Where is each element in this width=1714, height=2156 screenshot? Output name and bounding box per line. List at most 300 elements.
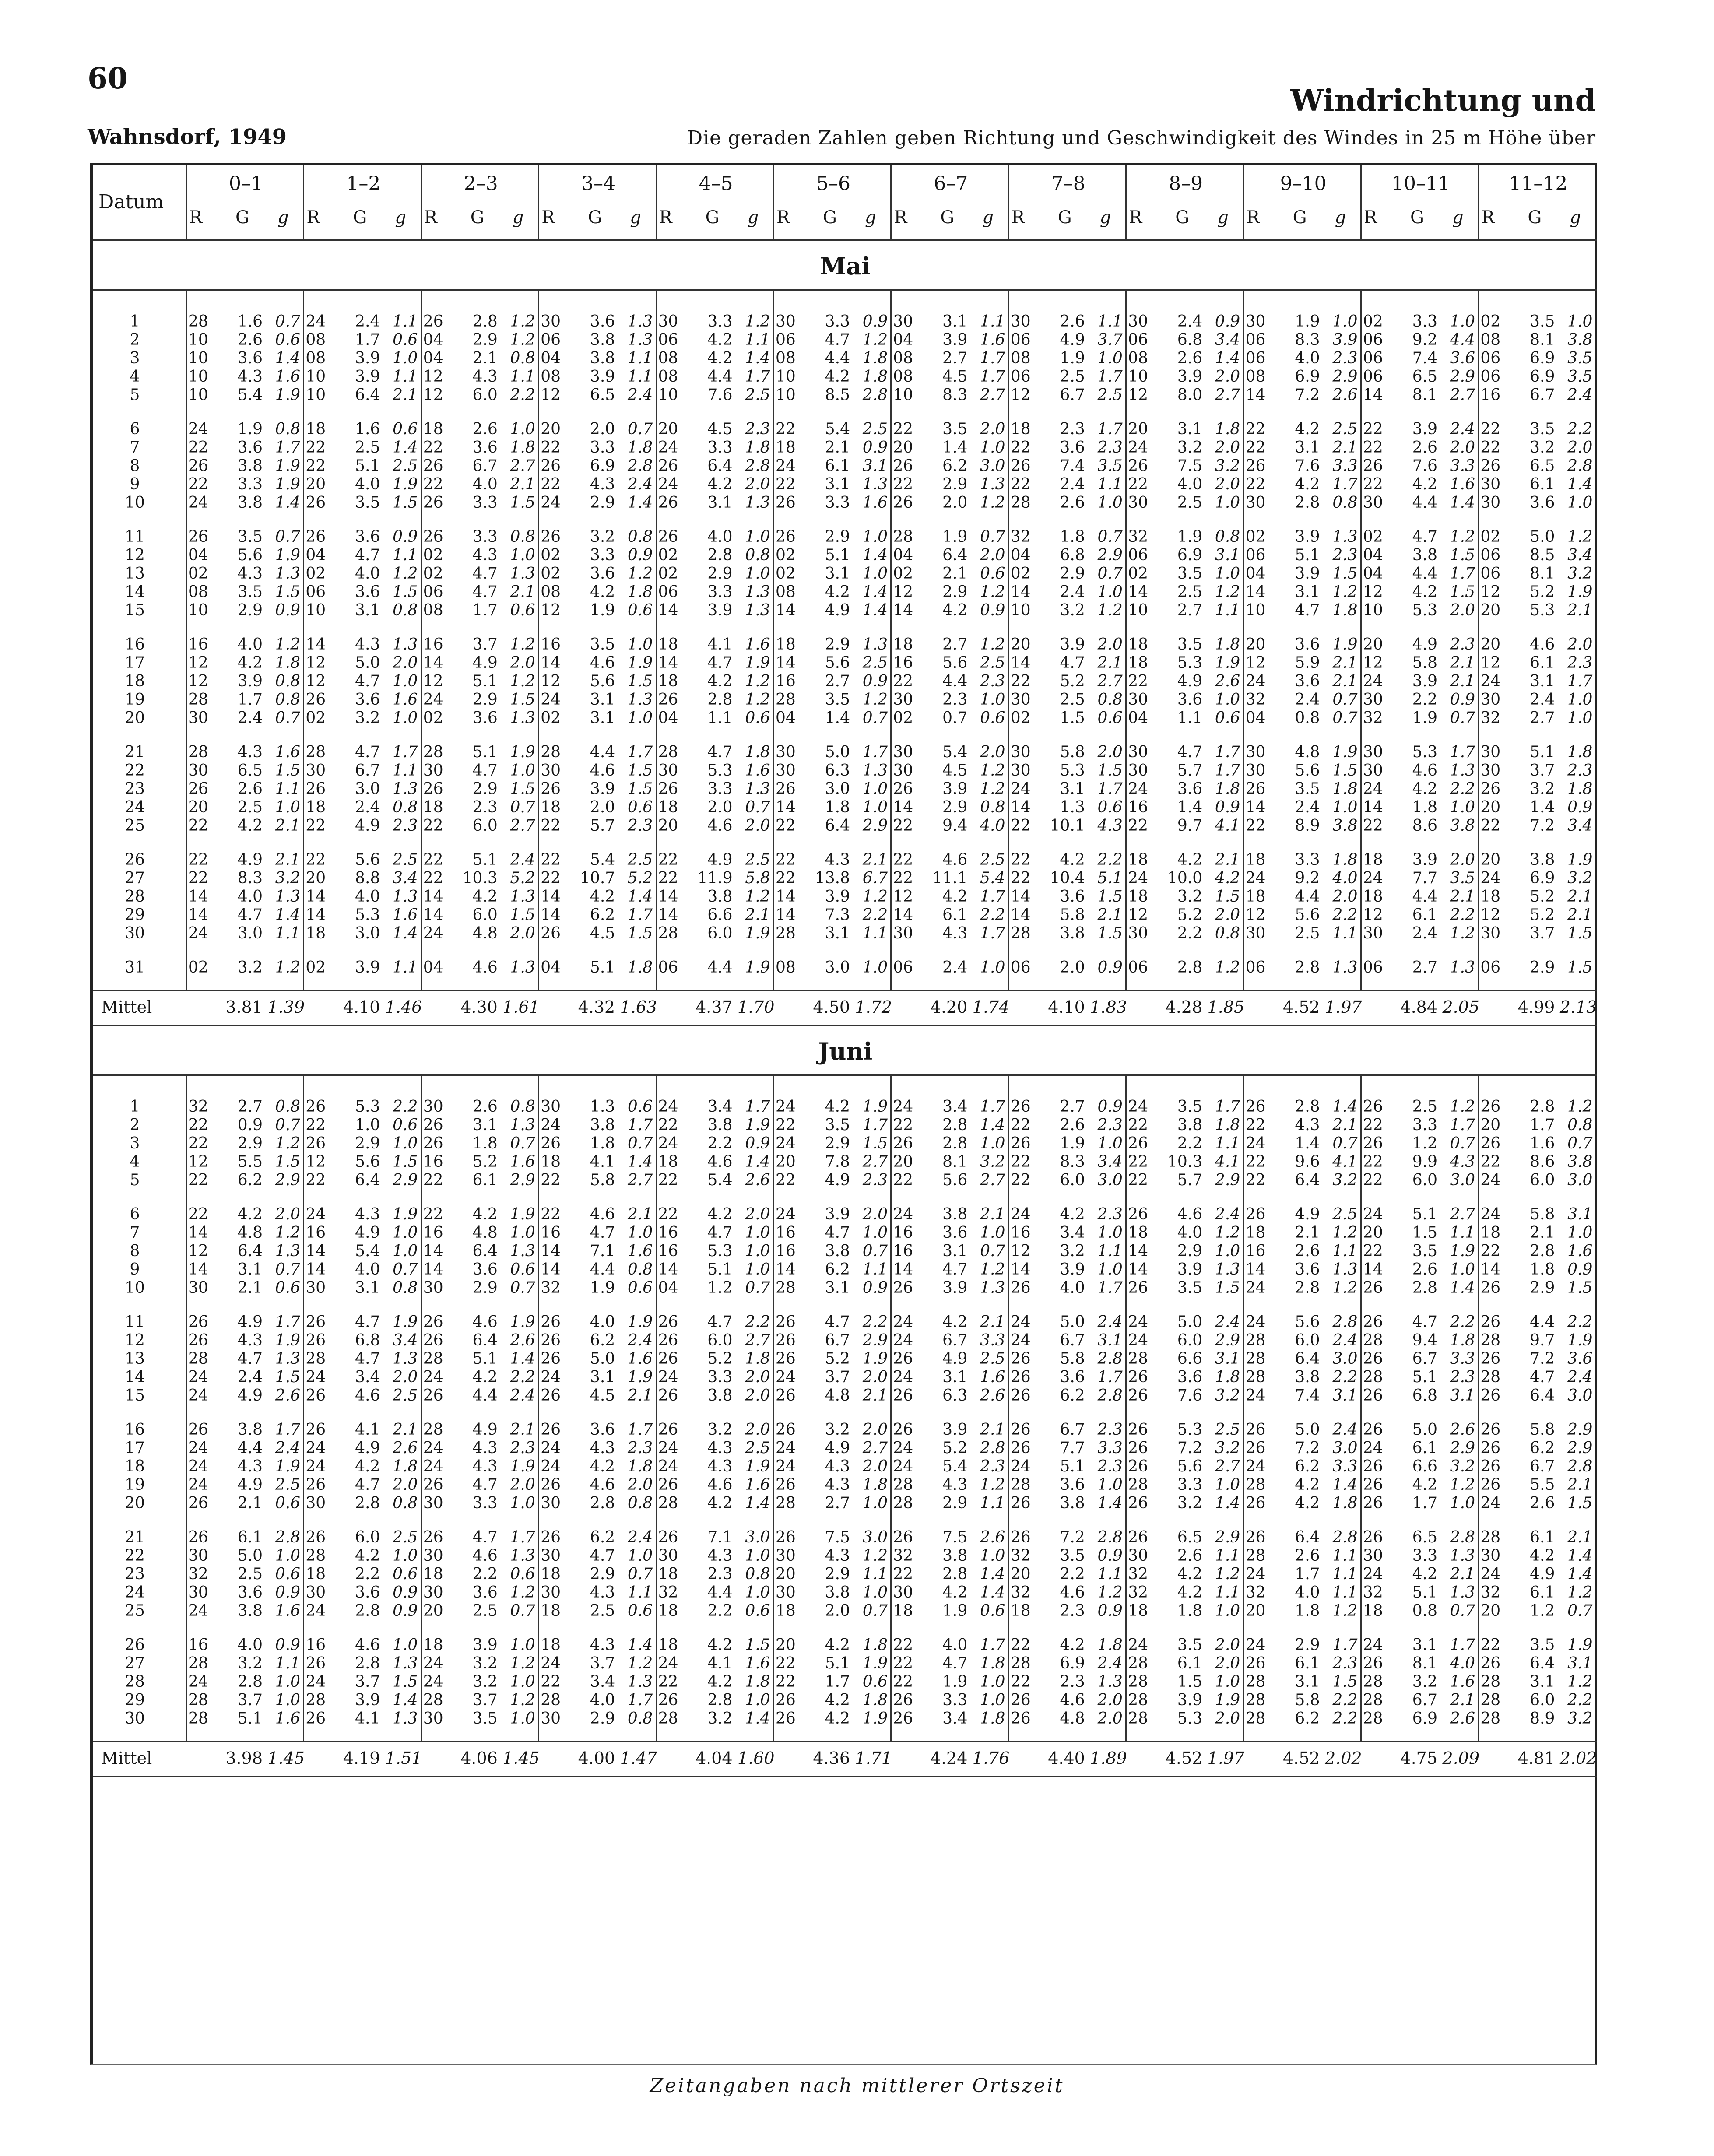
wind-speed-mean: 1.4	[275, 349, 300, 367]
wind-speed-max: 2.7	[825, 1494, 850, 1512]
wind-direction: 06	[1128, 546, 1148, 564]
wind-speed-max: 5.0	[1295, 1421, 1320, 1439]
wind-speed-max: 7.1	[707, 1528, 733, 1546]
wind-speed-mean: 1.7	[1450, 1636, 1475, 1654]
wind-speed-mean: 2.6	[275, 1387, 300, 1405]
wind-speed-mean: 1.2	[510, 331, 535, 349]
wind-speed-max: 4.3	[1295, 1116, 1320, 1134]
wind-direction: 26	[423, 1387, 443, 1405]
wind-speed-mean: 0.9	[393, 1602, 418, 1620]
wind-speed-mean: 1.9	[862, 1350, 888, 1368]
wind-speed-mean: 3.2	[980, 1153, 1005, 1171]
wind-speed-mean: 1.2	[745, 888, 770, 906]
wind-direction: 22	[1010, 1153, 1031, 1171]
wind-direction: 14	[541, 1261, 561, 1278]
wind-direction: 18	[658, 636, 678, 653]
day-number: 3	[130, 349, 140, 367]
wind-speed-max: 3.9	[942, 331, 968, 349]
wind-speed-mean: 1.4	[393, 439, 418, 456]
wind-speed-max: 4.1	[355, 1710, 380, 1728]
wind-speed-max: 3.6	[1060, 439, 1085, 456]
wind-speed-max: 6.9	[1530, 349, 1555, 367]
day-number: 30	[125, 1710, 145, 1728]
wind-speed-max: 3.9	[1177, 368, 1203, 386]
wind-speed-max: 2.1	[237, 1494, 263, 1512]
wind-speed-mean: 1.9	[275, 475, 300, 493]
wind-direction: 20	[1010, 636, 1031, 653]
wind-speed-mean: 1.1	[1332, 924, 1358, 942]
wind-direction: 22	[1010, 1116, 1031, 1134]
wind-speed-mean: 2.7	[1450, 386, 1475, 404]
day-number: 6	[130, 1205, 140, 1223]
wind-speed-mean: 2.3	[1450, 1368, 1475, 1386]
wind-speed-max: 3.9	[1060, 636, 1085, 653]
wind-speed-max: 4.6	[355, 1636, 380, 1654]
wind-direction: 12	[423, 672, 443, 690]
wind-speed-mean: 2.6	[980, 1387, 1005, 1405]
wind-speed-max: 4.8	[1060, 1710, 1085, 1728]
wind-direction: 14	[306, 1242, 326, 1260]
wind-speed-mean: 2.1	[510, 475, 535, 493]
wind-speed-max: 3.1	[825, 1279, 850, 1297]
wind-speed-max: 4.6	[707, 1476, 733, 1494]
wind-speed-max: 3.5	[1177, 1279, 1203, 1297]
wind-speed-max: 3.6	[1295, 1261, 1320, 1278]
wind-speed-max: 3.9	[1412, 851, 1437, 869]
wind-direction: 28	[1480, 1331, 1501, 1349]
day-number: 5	[130, 1171, 140, 1189]
wind-speed-max: 2.6	[1060, 313, 1085, 330]
wind-speed-mean: 2.2	[1332, 906, 1358, 924]
wind-speed-max: 4.9	[237, 851, 263, 869]
wind-direction: 24	[423, 1439, 443, 1457]
wind-direction: 26	[658, 1387, 678, 1405]
wind-speed-max: 5.3	[1177, 654, 1203, 672]
wind-speed-max: 4.2	[590, 888, 615, 906]
day-number: 14	[125, 583, 145, 601]
wind-direction: 16	[1245, 1242, 1266, 1260]
wind-direction: 20	[306, 869, 326, 887]
wind-direction: 28	[188, 743, 208, 761]
wind-speed-mean: 2.7	[1097, 672, 1123, 690]
wind-speed-mean: 1.7	[1450, 565, 1475, 583]
wind-speed-mean: 0.9	[1215, 313, 1240, 330]
wind-speed-max: 3.2	[1530, 439, 1555, 456]
wind-speed-max: 4.7	[355, 672, 380, 690]
wind-speed-max: 4.7	[1177, 743, 1203, 761]
wind-speed-mean: 0.7	[510, 1134, 535, 1152]
mittel-speed-max: 4.30	[460, 997, 498, 1017]
wind-direction: 22	[188, 869, 208, 887]
wind-direction: 24	[893, 1368, 913, 1386]
table-row	[93, 1547, 1597, 1565]
wind-speed-max: 4.9	[472, 654, 498, 672]
wind-direction: 24	[188, 494, 208, 512]
day-number: 17	[125, 1439, 145, 1457]
wind-direction: 28	[776, 924, 796, 942]
wind-direction: 26	[1480, 1654, 1501, 1672]
wind-direction: 02	[306, 709, 326, 727]
wind-speed-mean: 3.1	[1215, 1350, 1240, 1368]
wind-direction: 26	[893, 1279, 913, 1297]
wind-direction: 28	[1010, 924, 1031, 942]
hour-header: 7–8	[1051, 172, 1085, 195]
wind-speed-max: 4.8	[472, 924, 498, 942]
wind-speed-mean: 1.0	[745, 1584, 770, 1601]
wind-speed-max: 3.1	[590, 691, 615, 709]
wind-speed-mean: 0.7	[275, 1261, 300, 1278]
wind-direction: 06	[658, 331, 678, 349]
wind-direction: 26	[1245, 457, 1266, 475]
wind-direction: 30	[893, 691, 913, 709]
wind-speed-mean: 1.0	[1097, 583, 1123, 601]
wind-speed-mean: 1.1	[627, 368, 653, 386]
wind-direction: 26	[1480, 780, 1501, 798]
wind-speed-max: 6.0	[707, 1331, 733, 1349]
wind-speed-max: 5.8	[1412, 654, 1437, 672]
wind-direction: 24	[1363, 1439, 1383, 1457]
wind-direction: 16	[893, 1224, 913, 1242]
wind-speed-mean: 0.7	[980, 1242, 1005, 1260]
wind-speed-max: 6.0	[472, 386, 498, 404]
wind-direction: 02	[1363, 313, 1383, 330]
wind-speed-max: 5.7	[590, 817, 615, 835]
table-row	[93, 1710, 1597, 1728]
wind-speed-max: 4.3	[237, 368, 263, 386]
wind-speed-mean: 3.4	[1097, 1153, 1123, 1171]
wind-speed-mean: 1.0	[1215, 1602, 1240, 1620]
wind-direction: 14	[658, 1261, 678, 1278]
wind-speed-mean: 1.1	[1215, 601, 1240, 619]
wind-direction: 08	[541, 583, 561, 601]
wind-speed-mean: 3.4	[1215, 331, 1240, 349]
wind-speed-max: 4.3	[237, 1457, 263, 1475]
wind-direction: 30	[423, 1098, 443, 1116]
wind-speed-max: 9.2	[1295, 869, 1320, 887]
wind-speed-mean: 2.9	[393, 1171, 418, 1189]
wind-direction: 22	[1010, 817, 1031, 835]
wind-direction: 02	[1128, 565, 1148, 583]
wind-speed-max: 2.8	[942, 1116, 968, 1134]
wind-speed-mean: 2.3	[862, 1171, 888, 1189]
column-divider	[1478, 291, 1479, 990]
wind-speed-mean: 2.6	[510, 1331, 535, 1349]
wind-speed-mean: 1.6	[745, 762, 770, 780]
wind-speed-max: 3.5	[355, 494, 380, 512]
wind-speed-mean: 1.0	[745, 1261, 770, 1278]
wind-speed-max: 4.0	[942, 1636, 968, 1654]
wind-speed-max: 6.4	[1530, 1387, 1555, 1405]
wind-speed-max: 3.6	[472, 709, 498, 727]
wind-speed-max: 4.6	[590, 1476, 615, 1494]
wind-direction: 18	[1480, 888, 1501, 906]
wind-speed-mean: 1.7	[980, 924, 1005, 942]
wind-direction: 28	[541, 743, 561, 761]
wind-speed-max: 3.7	[1530, 924, 1555, 942]
wind-direction: 14	[658, 601, 678, 619]
wind-direction: 32	[1010, 1547, 1031, 1565]
sub-header-richtung: R	[894, 207, 907, 228]
wind-speed-max: 4.1	[590, 1153, 615, 1171]
wind-direction: 14	[423, 888, 443, 906]
wind-speed-mean: 2.1	[1215, 851, 1240, 869]
wind-speed-mean: 1.5	[275, 583, 300, 601]
day-number: 21	[125, 743, 145, 761]
wind-speed-mean: 1.4	[1097, 1494, 1123, 1512]
wind-speed-mean: 1.3	[510, 565, 535, 583]
wind-speed-mean: 3.2	[1567, 869, 1593, 887]
wind-speed-mean: 0.6	[275, 1565, 300, 1583]
wind-speed-max: 5.9	[1295, 654, 1320, 672]
wind-direction: 26	[188, 1313, 208, 1331]
wind-speed-mean: 1.3	[745, 494, 770, 512]
wind-speed-max: 3.2	[1177, 439, 1203, 456]
wind-speed-mean: 1.1	[1332, 1547, 1358, 1565]
wind-speed-max: 4.2	[1530, 1547, 1555, 1565]
wind-speed-max: 8.0	[1177, 386, 1203, 404]
wind-speed-mean: 0.6	[627, 1098, 653, 1116]
wind-direction: 18	[1128, 1224, 1148, 1242]
table-row	[93, 1691, 1597, 1710]
wind-direction: 10	[188, 331, 208, 349]
wind-speed-max: 4.9	[1177, 672, 1203, 690]
wind-speed-mean: 1.9	[1332, 743, 1358, 761]
wind-speed-max: 4.4	[707, 1584, 733, 1601]
wind-speed-max: 4.2	[942, 1584, 968, 1601]
wind-speed-max: 4.0	[237, 888, 263, 906]
wind-speed-max: 4.2	[1412, 780, 1437, 798]
wind-speed-max: 2.8	[355, 1494, 380, 1512]
wind-speed-mean: 1.9	[510, 1205, 535, 1223]
wind-direction: 14	[423, 654, 443, 672]
wind-direction: 24	[776, 1205, 796, 1223]
wind-speed-max: 1.8	[472, 1134, 498, 1152]
wind-speed-mean: 1.3	[1450, 959, 1475, 976]
mittel-speed-mean: 1.51	[385, 1749, 422, 1768]
day-number: 2	[130, 331, 140, 349]
wind-speed-mean: 1.7	[1215, 1098, 1240, 1116]
wind-direction: 24	[188, 924, 208, 942]
wind-direction: 26	[306, 1421, 326, 1439]
wind-direction: 18	[893, 636, 913, 653]
wind-direction: 20	[658, 420, 678, 438]
sub-header-mittel-g: g	[1099, 207, 1111, 228]
wind-direction: 26	[541, 1134, 561, 1152]
wind-direction: 20	[1128, 420, 1148, 438]
wind-speed-mean: 3.3	[1332, 457, 1358, 475]
wind-direction: 26	[1363, 1134, 1383, 1152]
wind-speed-mean: 2.1	[627, 1387, 653, 1405]
wind-speed-mean: 0.8	[1215, 924, 1240, 942]
wind-speed-mean: 1.7	[1097, 1368, 1123, 1386]
wind-speed-max: 6.5	[237, 762, 263, 780]
wind-direction: 26	[423, 1476, 443, 1494]
wind-speed-mean: 4.1	[1215, 1153, 1240, 1171]
wind-speed-max: 1.6	[1530, 1134, 1555, 1152]
wind-speed-max: 4.7	[355, 546, 380, 564]
wind-speed-max: 5.4	[707, 1171, 733, 1189]
wind-speed-max: 1.3	[1060, 798, 1085, 816]
wind-speed-max: 5.1	[590, 959, 615, 976]
wind-speed-mean: 1.2	[980, 780, 1005, 798]
wind-speed-max: 2.2	[1177, 1134, 1203, 1152]
wind-direction: 26	[1128, 1368, 1148, 1386]
wind-speed-max: 5.3	[355, 1098, 380, 1116]
wind-speed-max: 4.2	[472, 888, 498, 906]
wind-speed-mean: 2.3	[1567, 762, 1593, 780]
wind-direction: 16	[541, 1224, 561, 1242]
wind-direction: 26	[541, 1476, 561, 1494]
wind-speed-max: 4.3	[237, 565, 263, 583]
wind-speed-max: 2.9	[1530, 959, 1555, 976]
wind-speed-max: 6.4	[1295, 1171, 1320, 1189]
wind-direction: 26	[188, 1528, 208, 1546]
wind-speed-max: 4.4	[707, 959, 733, 976]
wind-direction: 24	[893, 1205, 913, 1223]
wind-speed-max: 3.2	[1060, 601, 1085, 619]
day-number: 26	[125, 1636, 145, 1654]
wind-direction: 26	[1480, 1279, 1501, 1297]
wind-direction: 18	[1010, 1602, 1031, 1620]
wind-speed-max: 6.4	[1295, 1350, 1320, 1368]
wind-direction: 20	[188, 798, 208, 816]
wind-speed-max: 3.2	[707, 1710, 733, 1728]
wind-speed-max: 2.9	[590, 494, 615, 512]
wind-direction: 22	[188, 439, 208, 456]
wind-speed-max: 3.3	[472, 494, 498, 512]
sub-header-geschwindigkeit: G	[1293, 207, 1307, 228]
wind-speed-max: 5.8	[1060, 1350, 1085, 1368]
wind-speed-max: 0.8	[1412, 1602, 1437, 1620]
wind-speed-max: 4.5	[707, 420, 733, 438]
wind-direction: 28	[423, 1350, 443, 1368]
wind-speed-max: 2.6	[237, 331, 263, 349]
wind-speed-mean: 2.4	[1215, 1313, 1240, 1331]
wind-speed-mean: 2.5	[1332, 420, 1358, 438]
wind-speed-mean: 2.4	[1450, 420, 1475, 438]
wind-speed-mean: 1.7	[627, 743, 653, 761]
wind-speed-mean: 0.6	[275, 331, 300, 349]
wind-speed-max: 1.4	[825, 709, 850, 727]
wind-direction: 22	[893, 475, 913, 493]
wind-speed-mean: 3.6	[1450, 349, 1475, 367]
wind-speed-max: 2.7	[1060, 1098, 1085, 1116]
wind-speed-mean: 1.3	[510, 1242, 535, 1260]
wind-direction: 26	[1128, 1421, 1148, 1439]
wind-speed-mean: 1.0	[393, 1224, 418, 1242]
wind-direction: 26	[776, 1331, 796, 1349]
wind-speed-max: 4.4	[1412, 888, 1437, 906]
wind-speed-mean: 0.8	[393, 601, 418, 619]
wind-speed-max: 2.6	[472, 1098, 498, 1116]
wind-speed-max: 6.1	[825, 457, 850, 475]
wind-speed-max: 4.2	[355, 1547, 380, 1565]
wind-direction: 28	[1128, 1350, 1148, 1368]
wind-direction: 24	[1128, 780, 1148, 798]
wind-direction: 18	[306, 798, 326, 816]
wind-speed-mean: 1.2	[862, 331, 888, 349]
wind-direction: 26	[306, 1134, 326, 1152]
wind-speed-max: 4.2	[237, 654, 263, 672]
wind-direction: 26	[893, 1387, 913, 1405]
wind-speed-mean: 1.0	[745, 565, 770, 583]
wind-direction: 08	[306, 331, 326, 349]
wind-direction: 24	[776, 1457, 796, 1475]
wind-direction: 24	[1480, 1494, 1501, 1512]
wind-speed-max: 4.5	[590, 1387, 615, 1405]
wind-speed-max: 4.1	[707, 636, 733, 653]
wind-speed-mean: 2.3	[1097, 1205, 1123, 1223]
day-number: 4	[130, 1153, 140, 1171]
wind-speed-mean: 3.1	[1567, 1654, 1593, 1672]
wind-direction: 30	[893, 743, 913, 761]
wind-speed-max: 3.8	[237, 457, 263, 475]
wind-direction: 30	[1480, 762, 1501, 780]
wind-speed-max: 9.6	[1295, 1153, 1320, 1171]
day-number: 16	[125, 1421, 145, 1439]
wind-speed-max: 3.5	[1060, 1547, 1085, 1565]
day-number: 25	[125, 817, 145, 835]
day-number: 17	[125, 654, 145, 672]
wind-speed-max: 4.9	[1530, 1565, 1555, 1583]
wind-speed-max: 8.1	[1412, 1654, 1437, 1672]
mittel-speed-mean: 1.89	[1090, 1749, 1127, 1768]
wind-direction: 30	[1245, 494, 1266, 512]
wind-direction: 26	[188, 1331, 208, 1349]
wind-speed-mean: 0.6	[1097, 709, 1123, 727]
wind-direction: 30	[776, 1584, 796, 1601]
wind-speed-mean: 1.2	[1567, 1584, 1593, 1601]
wind-speed-mean: 1.6	[745, 636, 770, 653]
wind-direction: 14	[423, 1261, 443, 1278]
wind-speed-max: 6.1	[942, 906, 968, 924]
wind-speed-max: 5.1	[1295, 546, 1320, 564]
wind-speed-mean: 3.1	[862, 457, 888, 475]
wind-speed-max: 5.0	[1060, 1313, 1085, 1331]
wind-speed-max: 4.2	[1177, 851, 1203, 869]
wind-speed-max: 6.1	[1412, 1439, 1437, 1457]
wind-speed-max: 2.7	[825, 672, 850, 690]
wind-speed-mean: 1.4	[275, 906, 300, 924]
wind-speed-max: 1.5	[1060, 709, 1085, 727]
mittel-speed-max: 4.36	[813, 1749, 850, 1768]
wind-speed-mean: 1.4	[1450, 494, 1475, 512]
wind-speed-max: 3.1	[1530, 1673, 1555, 1691]
wind-speed-max: 3.6	[472, 1584, 498, 1601]
wind-direction: 14	[188, 906, 208, 924]
wind-speed-mean: 3.3	[1332, 1457, 1358, 1475]
wind-direction: 26	[1480, 1476, 1501, 1494]
wind-speed-mean: 1.7	[1567, 672, 1593, 690]
wind-speed-max: 2.5	[237, 798, 263, 816]
wind-direction: 18	[658, 798, 678, 816]
wind-speed-max: 6.8	[1177, 331, 1203, 349]
wind-speed-max: 6.2	[942, 457, 968, 475]
wind-direction: 14	[306, 636, 326, 653]
wind-speed-mean: 2.1	[1450, 672, 1475, 690]
wind-speed-mean: 0.9	[1097, 1547, 1123, 1565]
wind-direction: 26	[1128, 1279, 1148, 1297]
wind-speed-max: 4.2	[707, 331, 733, 349]
wind-speed-mean: 1.9	[1567, 1331, 1593, 1349]
wind-speed-mean: 0.8	[627, 528, 653, 546]
wind-direction: 26	[188, 1494, 208, 1512]
wind-speed-mean: 2.1	[1450, 888, 1475, 906]
wind-direction: 06	[1480, 349, 1501, 367]
wind-speed-mean: 1.4	[510, 1350, 535, 1368]
column-divider	[303, 1076, 304, 1741]
wind-speed-max: 3.2	[590, 528, 615, 546]
